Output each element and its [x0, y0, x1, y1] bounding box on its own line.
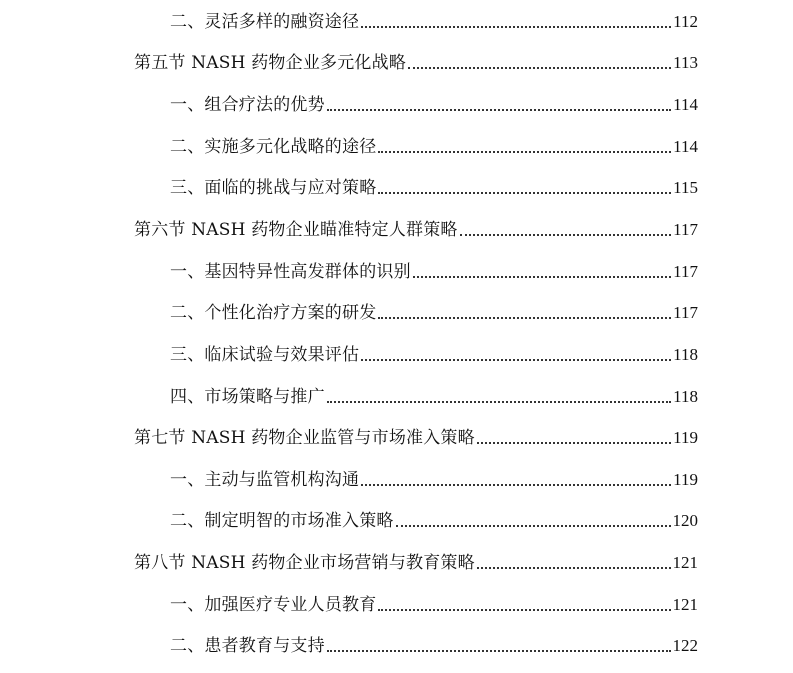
toc-entry-page: 115 — [673, 178, 698, 197]
toc-entry-page: 117 — [673, 262, 698, 281]
toc-entry-title: 一、加强医疗专业人员教育 — [170, 595, 377, 615]
toc-entry[interactable] — [170, 168, 698, 198]
toc-entry-page: 119 — [673, 428, 698, 447]
toc-entry-page: 120 — [672, 511, 698, 530]
toc-entry-page: 114 — [673, 137, 698, 156]
toc-entry-page: 118 — [673, 387, 698, 406]
toc-entry-page: 121 — [672, 553, 698, 572]
toc-entry[interactable] — [134, 418, 698, 448]
toc-dot-leader — [460, 234, 671, 236]
toc-entry[interactable] — [170, 2, 698, 32]
toc-entry-title: 四、市场策略与推广 — [170, 387, 325, 407]
toc-dot-leader — [413, 276, 671, 278]
toc-entry-page: 114 — [673, 95, 698, 114]
toc-entry-title: 一、基因特异性高发群体的识别 — [170, 262, 411, 282]
toc-entry[interactable] — [170, 460, 698, 490]
toc-entry[interactable] — [170, 85, 698, 115]
toc-dot-leader — [378, 317, 671, 319]
toc-entry-page: 122 — [672, 636, 698, 655]
toc-entry[interactable] — [134, 43, 698, 73]
toc-dot-leader — [327, 650, 671, 652]
toc-entry-title: 二、个性化治疗方案的研发 — [170, 303, 377, 323]
toc-entry-title: 二、制定明智的市场准入策略 — [170, 511, 394, 531]
toc-entry[interactable] — [170, 501, 698, 531]
toc-entry[interactable] — [170, 626, 698, 656]
toc-entry[interactable] — [134, 543, 698, 573]
toc-entry-title: 第六节 NASH 药物企业瞄准特定人群策略 — [134, 220, 458, 240]
toc-dot-leader — [327, 401, 671, 403]
toc-dot-leader — [378, 192, 671, 194]
toc-entry-page: 119 — [673, 470, 698, 489]
toc-dot-leader — [477, 442, 671, 444]
toc-dot-leader — [361, 359, 671, 361]
toc-entry-page: 121 — [672, 595, 698, 614]
toc-entry-title: 二、患者教育与支持 — [170, 636, 325, 656]
toc-dot-leader — [396, 525, 671, 527]
toc-entry[interactable] — [170, 252, 698, 282]
toc-dot-leader — [378, 151, 671, 153]
toc-entry-title: 三、临床试验与效果评估 — [170, 345, 360, 365]
toc-dot-leader — [361, 26, 671, 28]
toc-entry-title: 二、实施多元化战略的途径 — [170, 137, 377, 157]
toc-dot-leader — [477, 567, 671, 569]
toc-entry-title: 第七节 NASH 药物企业监管与市场准入策略 — [134, 428, 475, 448]
toc-dot-leader — [408, 67, 671, 69]
toc-dot-leader — [378, 609, 670, 611]
toc-entry-page: 118 — [673, 345, 698, 364]
toc-entry-title: 三、面临的挑战与应对策略 — [170, 178, 377, 198]
toc-dot-leader — [327, 109, 671, 111]
toc-entry[interactable] — [170, 335, 698, 365]
toc-entry-page: 117 — [673, 220, 698, 239]
toc-dot-leader — [361, 484, 671, 486]
toc-entry[interactable] — [170, 377, 698, 407]
toc-entry-page: 113 — [673, 53, 698, 72]
toc-entry-page: 112 — [673, 12, 698, 31]
toc-entry-title: 一、组合疗法的优势 — [170, 95, 325, 115]
toc-entry-title: 第八节 NASH 药物企业市场营销与教育策略 — [134, 553, 475, 573]
toc-entry[interactable] — [170, 127, 698, 157]
toc-entry[interactable] — [170, 293, 698, 323]
toc-entry-title: 一、主动与监管机构沟通 — [170, 470, 360, 490]
toc-entry[interactable] — [170, 585, 698, 615]
toc-entry[interactable] — [134, 210, 698, 240]
toc-entry-title: 二、灵活多样的融资途径 — [170, 12, 360, 32]
toc-entry-page: 117 — [673, 303, 698, 322]
toc-entry-title: 第五节 NASH 药物企业多元化战略 — [134, 53, 407, 73]
